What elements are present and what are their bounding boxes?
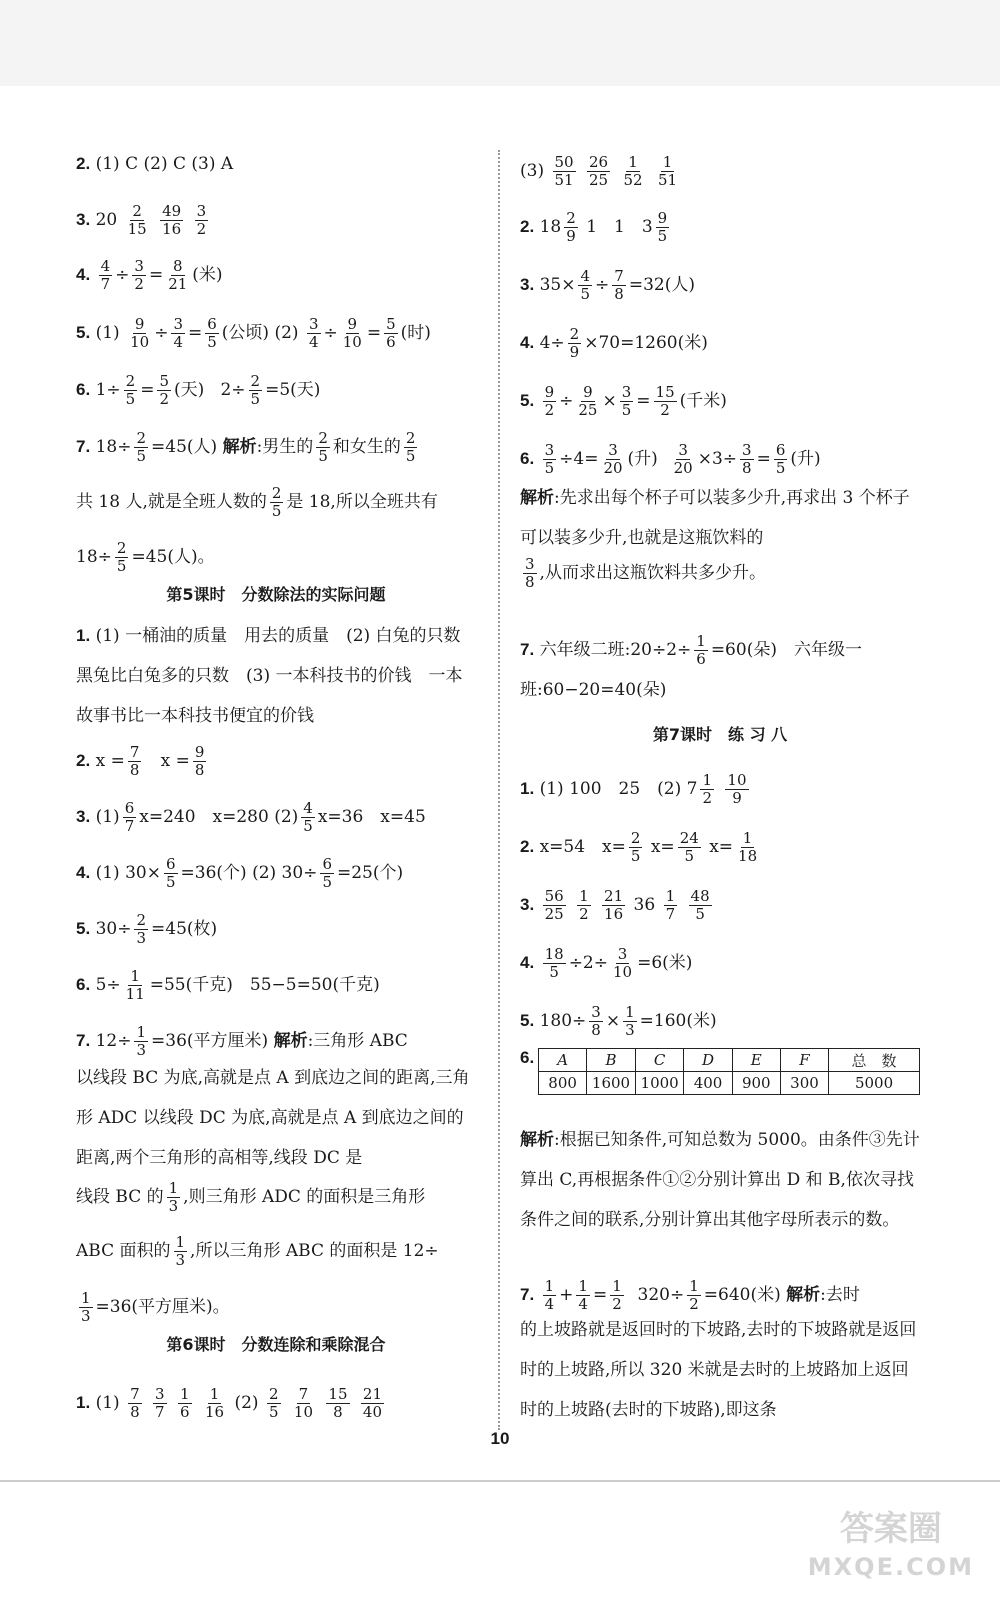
table-cell: A (539, 1049, 587, 1072)
table-cell: 总 数 (829, 1049, 920, 1072)
table-cell: 800 (539, 1072, 587, 1095)
page-top-band (0, 0, 1000, 86)
section-title-6: 第6课时 分数连除和乘除混合 (166, 1335, 386, 1354)
fraction: $\frac{2}{15}$ (127, 202, 147, 238)
item-number: 3. (76, 210, 91, 229)
column-divider (498, 150, 500, 1430)
r-answer-6: 6. $\frac{3}{5}$ ÷4= $\frac{3}{20}$ (升) $\frac{3}{20}$ ×3÷ $\frac{3}{8}$ = $\frac{6}{5}$ (升) (520, 441, 821, 477)
answer-table (538, 1048, 920, 1095)
s5-answer-4: 4. (1) 30× $\frac{6}{5}$ =36(个) (2) 30÷ $\frac{6}{5}$ =25(个) (76, 855, 404, 891)
item-number: 6. (520, 1048, 535, 1067)
r-answer-6-analysis: 解析:先求出每个杯子可以装多少升,再求出 3 个杯子可以装多少升,也就是这瓶饮料的 (520, 488, 910, 548)
s5-answer-1: 1. (1) 一桶油的质量 用去的质量 (2) 白兔的只数 黑兔比白兔多的只数 (3) 一本科技书的价钱 一本故事书比一本科技书便宜的价钱 (76, 626, 478, 726)
s7-answer-2: 2. x=54 x= $\frac{2}{5}$ x= $\frac{24}{5}$ x= $\frac{1}{18}$ (520, 829, 758, 865)
item-number: 7. (76, 437, 91, 456)
page-number: 10 (490, 1429, 510, 1448)
answer-6: 6. 1÷ $\frac{2}{5}$ = $\frac{5}{2}$ (天) 2÷ $\frac{2}{5}$ =5(天) (76, 372, 321, 408)
r-answer-3-cont: (3) $\frac{50}{51}$ $\frac{26}{25}$ $\frac{1}{52}$ $\frac{1}{51}$ (520, 153, 678, 189)
s7-answer-6-analysis: 解析:根据已知条件,可知总数为 5000。由条件③先计算出 C,再根据条件①②分别计算出 D 和 B,依次寻找条件之间的联系,分别计算出其他字母所表示的数。 (520, 1130, 920, 1230)
s7-answer-3: 3. $\frac{56}{25}$ $\frac{1}{2}$ $\frac{21}{16}$ 36 $\frac{1}{7}$ $\frac{48}{5}$ (520, 887, 710, 923)
answer-7: 7. 18÷ $\frac{2}{5}$ =45(人) 解析:男生的 $\frac{2}{5}$ 和女生的 $\frac{2}{5}$ (76, 429, 416, 465)
s5-answer-7-line2: ABC 面积的 $\frac{1}{3}$ ,所以三角形 ABC 的面积是 12÷ (76, 1233, 439, 1269)
r-answer-2: 2. 18 $\frac{2}{9}$ 1 1 3 $\frac{9}{5}$ (520, 209, 668, 245)
table-cell: 5000 (829, 1072, 920, 1095)
r-answer-5: 5. $\frac{9}{2}$ ÷ $\frac{9}{25}$ × $\frac{3}{5}$ = $\frac{15}{2}$ (千米) (520, 383, 727, 419)
item-number: 6. (76, 380, 91, 399)
s7-answer-7-text: 的上坡路就是返回时的下坡路,去时的下坡路就是返回时的上坡路,所以 320 米就是去时的上坡路加上返回时的上坡路(去时的下坡路),即这条 (520, 1320, 917, 1420)
answer-4: 4. $\frac{4}{7}$ ÷ $\frac{3}{2}$ = $\frac{8}{21}$ (米) (76, 257, 223, 293)
s7-answer-7: 7. $\frac{1}{4}$ + $\frac{1}{4}$ = $\frac{1}{2}$ 320÷ $\frac{1}{2}$ =640(米) 解析:去时 (520, 1277, 860, 1313)
answer-2 (76, 154, 476, 174)
s5-answer-3: 3. (1) $\frac{6}{7}$ x=240 x=280 (2) $\frac{4}{5}$ x=36 x=45 (76, 799, 426, 835)
s5-answer-7-line: 线段 BC 的 $\frac{1}{3}$ ,则三角形 ADC 的面积是三角形 (76, 1179, 426, 1215)
table-cell: E (732, 1049, 780, 1072)
table-cell: C (635, 1049, 684, 1072)
item-number: 2. (76, 154, 91, 173)
s5-answer-7-line3: $\frac{1}{3}$ =36(平方厘米)。 (81, 1289, 230, 1325)
answer-text: (1) C (2) C (3) A (95, 154, 234, 174)
fraction: $\frac{4}{7}$ (100, 257, 111, 293)
table-row (539, 1072, 920, 1095)
fraction: $\frac{8}{21}$ (168, 257, 188, 293)
s7-answer-6 (520, 1048, 920, 1108)
r-answer-6-analysis-end: $\frac{3}{8}$ ,从而求出这瓶饮料共多少升。 (525, 555, 766, 591)
table-cell: F (780, 1049, 828, 1072)
section-title-5: 第5课时 分数除法的实际问题 (166, 585, 386, 604)
table-cell: 1000 (635, 1072, 684, 1095)
s5-answer-7-text: 以线段 BC 为底,高就是点 A 到底边之间的距离,三角形 ADC 以线段 DC 为底,高就是点 A 到底边之间的距离,两个三角形的高相等,线段 DC 是 (76, 1068, 470, 1168)
fraction: $\frac{3}{2}$ (196, 202, 207, 238)
table-cell: 1600 (587, 1072, 636, 1095)
r-answer-7: 7. 六年级二班:20÷2÷ $\frac{1}{6}$ =60(朵) 六年级一班:60−20=40(朵) (520, 632, 862, 700)
s5-answer-7: 7. 12÷ $\frac{1}{3}$ =36(平方厘米) 解析:三角形 ABC (76, 1023, 408, 1059)
item-number: 4. (76, 265, 91, 284)
r-answer-4: 4. 4÷ $\frac{2}{9}$ ×70=1260(米) (520, 325, 708, 361)
table-cell: 300 (780, 1072, 828, 1095)
s7-answer-1: 1. (1) 100 25 (2) 7 $\frac{1}{2}$ $\frac{10}{9}$ (520, 771, 747, 807)
section-title-7: 第7课时 练 习 八 (652, 725, 788, 744)
fraction: $\frac{3}{2}$ (134, 257, 144, 293)
table-cell: D (684, 1049, 732, 1072)
watermark-logo: 答案圈 MXQE.COM (807, 1509, 974, 1581)
answer-7-cont: 共 18 人,就是全班人数的 $\frac{2}{5}$ 是 18,所以全班共有 (76, 484, 438, 520)
table-header-row (539, 1049, 920, 1072)
table-cell: 400 (684, 1072, 732, 1095)
item-number: 5. (76, 323, 91, 342)
page-bottom-rule (0, 1480, 1000, 1482)
answer-5: 5. (1) $\frac{9}{10}$ ÷ $\frac{3}{4}$ = $\frac{6}{5}$ (公顷) (2) $\frac{3}{4}$ ÷ $\frac{9}{10}$ = $\frac{5}{6}$ (时) (76, 315, 431, 351)
answer-3 (76, 203, 476, 238)
s5-answer-6: 6. 5÷ $\frac{1}{11}$ =55(千克) 55−5=50(千克) (76, 967, 380, 1003)
fraction: $\frac{49}{16}$ (162, 202, 182, 238)
r-answer-3: 3. 35× $\frac{4}{5}$ ÷ $\frac{7}{8}$ =32(人) (520, 267, 695, 303)
table-cell: 900 (732, 1072, 780, 1095)
s7-answer-5: 5. 180÷ $\frac{3}{8}$ × $\frac{1}{3}$ =160(米) (520, 1003, 717, 1039)
s5-answer-2: 2. x = $\frac{7}{8}$ x = $\frac{9}{8}$ (76, 743, 205, 779)
answer-text: 20 (95, 210, 118, 230)
table-cell: B (587, 1049, 636, 1072)
analysis-label: 解析 (222, 437, 257, 457)
s5-answer-5: 5. 30÷ $\frac{2}{3}$ =45(枚) (76, 911, 218, 947)
s7-answer-4: 4. $\frac{18}{5}$ ÷2÷ $\frac{3}{10}$ =6(米) (520, 945, 693, 981)
answer-7-end: 18÷ $\frac{2}{5}$ =45(人)。 (76, 539, 215, 575)
s6-answer-1: 1. (1) $\frac{7}{8}$ $\frac{3}{7}$ $\frac{1}{6}$ $\frac{1}{16}$ (2) $\frac{2}{5}$ $\frac{7}{10}$ $\frac{15}{8}$ $\frac{21}{40}$ (76, 1385, 382, 1421)
